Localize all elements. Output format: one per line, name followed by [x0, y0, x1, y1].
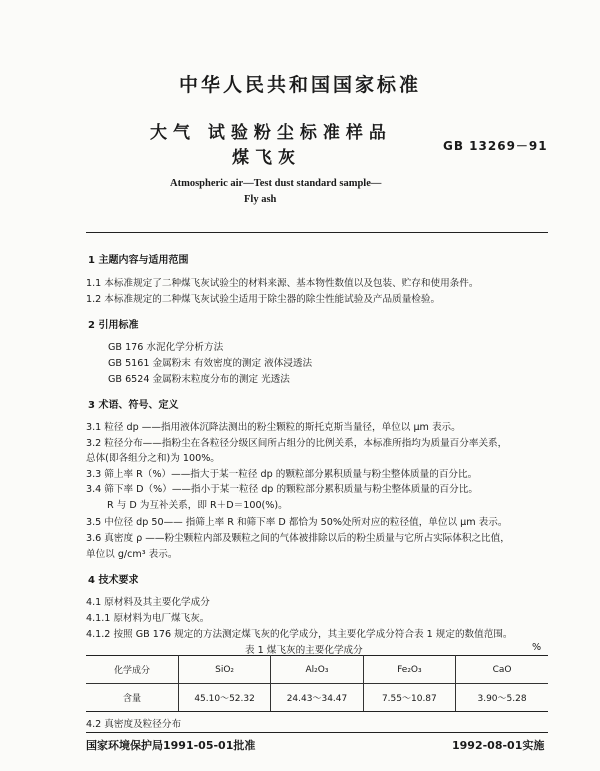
clause-4-2: 4.2 真密度及粒径分布	[86, 719, 182, 730]
table-cell: 45.10～52.32	[178, 684, 270, 712]
table-unit: %	[532, 642, 542, 653]
national-standard-title: 中华人民共和国国家标准	[178, 74, 421, 96]
english-title-line2: Fly ash	[244, 194, 277, 205]
clause-3-6-line2: 单位以 g/cm³ 表示。	[86, 549, 178, 560]
section-4-heading: 4 技术要求	[88, 575, 139, 586]
section-1-heading: 1 主题内容与适用范围	[88, 255, 189, 266]
table-cell: 3.90～5.28	[456, 684, 548, 712]
section-2-heading: 2 引用标准	[88, 320, 139, 331]
clause-3-6-line1: 3.6 真密度 ρ ——粉尘颗粒内部及颗粒之间的气体被排除以后的粉尘质量与它所占实际体积之比值，	[86, 533, 510, 544]
footer-divider	[86, 732, 548, 733]
document-title-line2: 煤飞灰	[232, 148, 301, 168]
section-3-heading: 3 术语、符号、定义	[88, 400, 179, 411]
table-header-cell: CaO	[456, 656, 548, 684]
approval-date: 国家环境保护局1991-05-01批准	[86, 739, 256, 752]
table-header-cell: SiO₂	[178, 656, 270, 684]
clause-1-1: 1.1 本标准规定了二种煤飞灰试验尘的材料来源、基本物性数值以及包装、贮存和使用条件。	[86, 278, 479, 289]
table-header-cell: Fe₂O₃	[363, 656, 455, 684]
effective-date: 1992-08-01实施	[452, 739, 545, 752]
clause-3-1: 3.1 粒径 dp ——指用液体沉降法测出的粉尘颗粒的斯托克斯当量径，单位以 μm 表示。	[86, 422, 461, 433]
clause-4-1: 4.1 原材料及其主要化学成分	[86, 597, 210, 608]
clause-4-1-1: 4.1.1 原材料为电厂煤飞灰。	[86, 613, 210, 624]
reference-gb176: GB 176 水泥化学分析方法	[108, 342, 224, 353]
table-cell: 含量	[86, 684, 178, 712]
table-header-cell: 化学成分	[86, 656, 178, 684]
clause-3-2-line2: 总体(即各组分之和)为 100%。	[86, 453, 220, 464]
header-divider	[86, 232, 548, 233]
table-row	[86, 684, 548, 712]
clause-3-2-line1: 3.2 粒径分布——指粉尘在各粒径分级区间所占组分的比例关系，本标准所指均为质量百分率关系，	[86, 438, 508, 449]
english-title-line1: Atmospheric air—Test dust standard sample—	[170, 178, 382, 189]
table-cell: 7.55～10.87	[363, 684, 455, 712]
clause-1-2: 1.2 本标准规定的二种煤飞灰试验尘适用于除尘器的除尘性能试验及产品质量检验。	[86, 294, 441, 305]
table-header-cell: Al₂O₃	[271, 656, 363, 684]
clause-3-3: 3.3 筛上率 R（%）——指大于某一粒径 dp 的颗粒部分累积质量与粉尘整体质量的百分比。	[86, 469, 478, 480]
reference-gb5161: GB 5161 金属粉末 有效密度的测定 液体浸透法	[108, 358, 313, 369]
table-caption: 表 1 煤飞灰的主要化学成分	[245, 645, 363, 656]
standard-code: GB 13269－91	[443, 139, 548, 153]
chemical-composition-table	[86, 655, 548, 712]
document-title-line1: 大气 试验粉尘标准样品	[150, 123, 392, 143]
reference-gb6524: GB 6524 金属粉末粒度分布的测定 光透法	[108, 374, 290, 385]
clause-3-5: 3.5 中位径 dp 50—— 指筛上率 R 和筛下率 D 都恰为 50%处所对应的粒径值，单位以 μm 表示。	[86, 517, 508, 528]
clause-4-1-2: 4.1.2 按照 GB 176 规定的方法测定煤飞灰的化学成分，其主要化学成分符合表 1 规定的数值范围。	[86, 629, 513, 640]
clause-3-4-complement: R 与 D 为互补关系，即 R＋D＝100(%)。	[107, 500, 288, 511]
table-header-row	[86, 656, 548, 684]
table-cell: 24.43～34.47	[271, 684, 363, 712]
clause-3-4: 3.4 筛下率 D（%）——指小于某一粒径 dp 的颗粒部分累积质量与粉尘整体质量的百分比。	[86, 484, 478, 495]
